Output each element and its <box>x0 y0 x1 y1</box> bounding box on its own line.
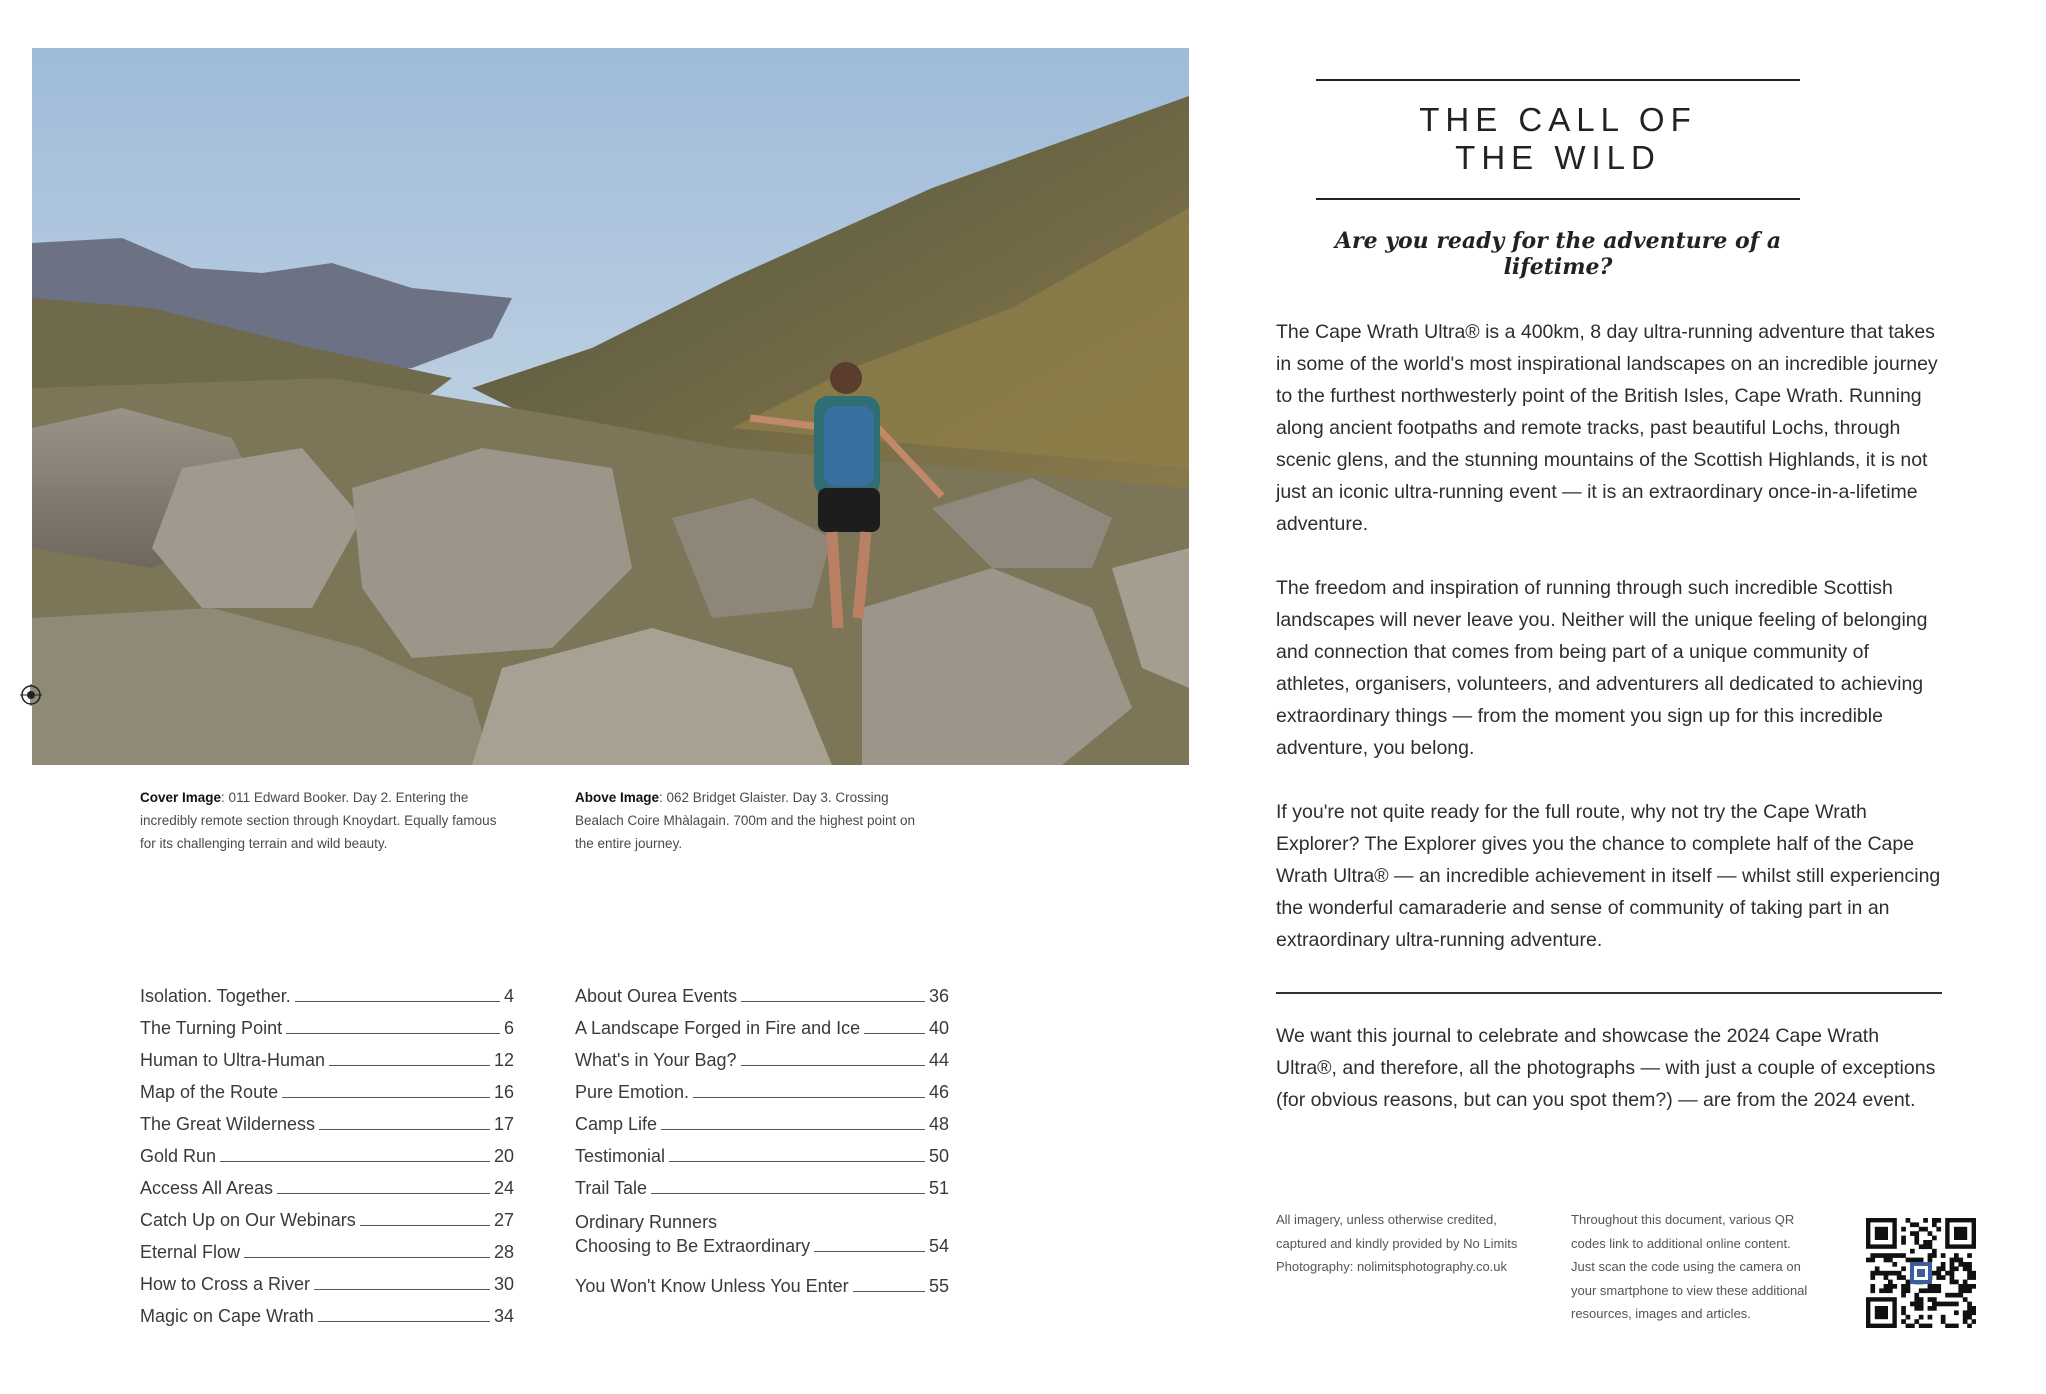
toc-item-line1: Ordinary Runners <box>575 1212 718 1232</box>
toc-item[interactable]: Map of the Route 16 <box>140 1082 514 1102</box>
toc-item[interactable]: How to Cross a River 30 <box>140 1274 514 1294</box>
section-divider <box>1276 992 1942 994</box>
toc-item[interactable]: Eternal Flow 28 <box>140 1242 514 1262</box>
toc-item[interactable]: A Landscape Forged in Fire and Ice 40 <box>575 1018 949 1038</box>
toc-item[interactable]: You Won't Know Unless You Enter 55 <box>575 1276 949 1296</box>
registration-mark-icon <box>20 684 42 706</box>
caption-text: : 062 Bridget Glaister. Day 3. Crossing Bealach Coire Mhàlagain. 700m and the highest point on the entire journey. <box>575 790 915 851</box>
toc-item[interactable]: About Ourea Events 36 <box>575 986 949 1006</box>
page-title <box>1316 101 1800 177</box>
toc-item[interactable]: Access All Areas 24 <box>140 1178 514 1198</box>
cover-photo <box>32 48 1189 765</box>
caption-text: : 011 Edward Booker. Day 2. Entering the incredibly remote section through Knoydart. Equally famous for its challenging terrain and wild beauty. <box>140 790 497 851</box>
qr-note: Throughout this document, various QR codes link to additional online content. Just scan the code using the camera on your smartphone to view these additional resources, images and articles. <box>1571 1212 1808 1321</box>
intro-paragraphs <box>1276 316 1944 956</box>
paragraph: The freedom and inspiration of running through such incredible Scottish landscapes will never leave you. Neither will the unique feeling of belonging and connection that comes from being part of a unique community of athletes, organisers, volunteers, and adventurers all dedicated to achieving extraordinary things — from the moment you sign up for this incredible adventure, you belong. <box>1276 577 1928 759</box>
page-title-line1: THE CALL OF <box>1419 101 1697 138</box>
toc-item[interactable]: Pure Emotion. 46 <box>575 1082 949 1102</box>
toc-item[interactable]: Catch Up on Our Webinars 27 <box>140 1210 514 1230</box>
toc-item[interactable]: Trail Tale 51 <box>575 1178 949 1198</box>
above-image-caption <box>575 786 920 855</box>
cover-image-caption <box>140 786 500 855</box>
paragraph: The Cape Wrath Ultra® is a 400km, 8 day ultra-running adventure that takes in some of the world's most inspirational landscapes on an incredible journey to the furthest northwesterly point of the British Isles, Cape Wrath. Running along ancient footpaths and remote tracks, past beautiful Lochs, through scenic glens, and the stunning mountains of the Scottish Highlands, it is not just an iconic ultra-running event — it is an extraordinary once-in-a-lifetime adventure. <box>1276 321 1938 535</box>
photo-credits: All imagery, unless otherwise credited, captured and kindly provided by No Limits Photography: nolimitsphotography.co.uk <box>1276 1212 1518 1274</box>
caption-label: Cover Image <box>140 790 222 805</box>
qr-code-icon[interactable] <box>1866 1218 1976 1328</box>
headline-top-rule <box>1316 79 1800 81</box>
headline-bottom-rule <box>1316 198 1800 200</box>
toc-item[interactable]: The Turning Point 6 <box>140 1018 514 1038</box>
toc-item[interactable]: Choosing to Be Extraordinary 54 <box>575 1236 949 1256</box>
toc-item[interactable]: Testimonial 50 <box>575 1146 949 1166</box>
toc-item[interactable]: What's in Your Bag? 44 <box>575 1050 949 1070</box>
toc-item[interactable]: Magic on Cape Wrath 34 <box>140 1306 514 1326</box>
subtitle: Are you ready for the adventure of a lifetime? <box>1334 228 1782 280</box>
toc-item[interactable]: The Great Wilderness 17 <box>140 1114 514 1134</box>
page-title-line2: THE WILD <box>1455 139 1661 176</box>
closing-paragraph: We want this journal to celebrate and showcase the 2024 Cape Wrath Ultra®, and therefore, all the photographs — with just a couple of exceptions (for obvious reasons, but can you spot them?) — are from the 2024 event. <box>1276 1025 1936 1111</box>
toc-item[interactable]: Human to Ultra-Human 12 <box>140 1050 514 1070</box>
toc-item[interactable]: Camp Life 48 <box>575 1114 949 1134</box>
toc-item[interactable]: Gold Run 20 <box>140 1146 514 1166</box>
toc-item[interactable]: Isolation. Together. 4 <box>140 986 514 1006</box>
paragraph: If you're not quite ready for the full route, why not try the Cape Wrath Explorer? The Explorer gives you the chance to complete half of the Cape Wrath Ultra® — an incredible achievement in itself — whilst still experiencing the wonderful camaraderie and sense of community of taking part in an extraordinary ultra-running adventure. <box>1276 801 1941 951</box>
caption-label: Above Image <box>575 790 660 805</box>
